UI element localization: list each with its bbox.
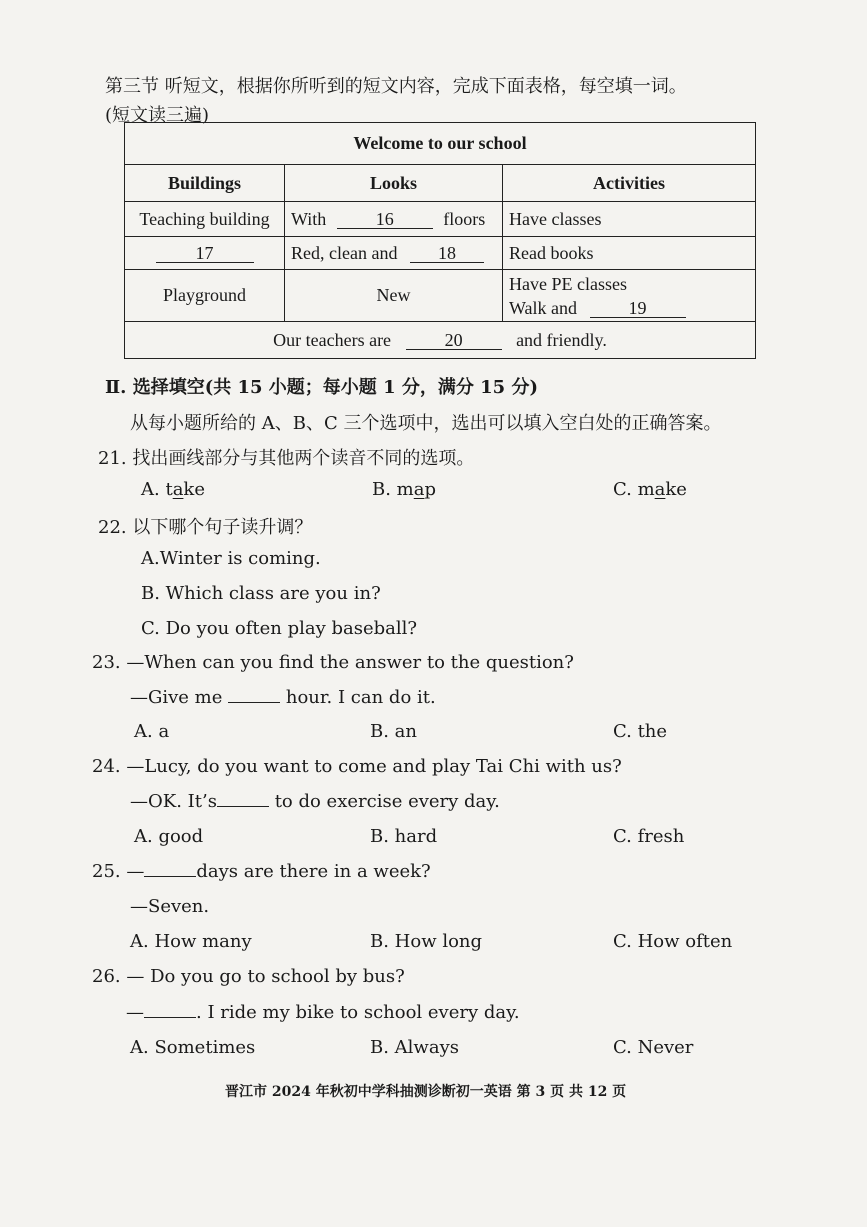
q24-blank[interactable] <box>217 806 269 807</box>
row1-looks-pre: With <box>291 208 327 229</box>
cell-new: New <box>285 270 503 322</box>
activity-pe: Have PE classes <box>509 273 627 294</box>
blank-17[interactable]: 17 <box>156 244 254 263</box>
q21-stem: 21. 找出画线部分与其他两个读音不同的选项。 <box>98 448 475 469</box>
q22-option-c[interactable]: C. Do you often play baseball? <box>141 618 418 639</box>
table-title: Welcome to our school <box>125 123 756 165</box>
teachers-post: and friendly. <box>516 329 607 350</box>
q22-stem: 22. 以下哪个句子读升调？ <box>98 517 313 538</box>
q25-blank[interactable] <box>144 876 196 877</box>
q25-option-b[interactable]: B. How long <box>370 931 483 952</box>
cell-playground: Playground <box>125 270 285 322</box>
q26-option-a[interactable]: A. Sometimes <box>130 1037 256 1058</box>
q25-option-a[interactable]: A. How many <box>130 931 252 952</box>
header-looks: Looks <box>285 165 503 202</box>
q23-stem: 23. —When can you find the answer to the question? <box>92 652 574 673</box>
q25-option-c[interactable]: C. How often <box>613 931 733 952</box>
q24-option-a[interactable]: A. good <box>134 826 204 847</box>
q24-line2: —OK. It’s to do exercise every day. <box>130 791 500 812</box>
q24-stem: 24. —Lucy, do you want to come and play Tai Chi with us? <box>92 756 622 777</box>
q23-option-a[interactable]: A. a <box>134 721 170 742</box>
cell-have-classes: Have classes <box>503 202 756 237</box>
header-activities: Activities <box>503 165 756 202</box>
cell-teaching-building: Teaching building <box>125 202 285 237</box>
q26-stem: 26. — Do you go to school by bus? <box>92 966 405 987</box>
q23-blank[interactable] <box>228 702 280 703</box>
section2-heading: Ⅱ. 选择填空(共 15 小题；每小题 1 分，满分 15 分) <box>105 377 538 398</box>
cell-row3-activities <box>503 270 756 322</box>
q21-option-a[interactable]: A. take <box>141 479 205 500</box>
q23-option-b[interactable]: B. an <box>370 721 417 742</box>
cell-row2-building <box>125 237 285 270</box>
blank-20[interactable]: 20 <box>406 331 502 350</box>
section3-heading: 第三节 听短文，根据你所听到的短文内容，完成下面表格，每空填一词。 <box>105 76 687 97</box>
row2-looks-pre: Red, clean and <box>291 242 398 263</box>
section2-instruction: 从每小题所给的 A、B、C 三个选项中，选出可以填入空白处的正确答案。 <box>130 413 722 434</box>
cell-row2-looks <box>285 237 503 270</box>
q21-a-underline: a <box>172 479 184 500</box>
q24-option-c[interactable]: C. fresh <box>613 826 685 847</box>
q21-option-b[interactable]: B. map <box>372 479 437 500</box>
q26-blank[interactable] <box>144 1017 196 1018</box>
q23-option-c[interactable]: C. the <box>613 721 668 742</box>
q26-option-b[interactable]: B. Always <box>370 1037 459 1058</box>
q21-c-underline: a <box>654 479 666 500</box>
row1-looks-post: floors <box>443 208 486 229</box>
listening-table <box>124 122 756 359</box>
q22-option-b[interactable]: B. Which class are you in? <box>141 583 381 604</box>
q26-option-c[interactable]: C. Never <box>613 1037 694 1058</box>
teachers-pre: Our teachers are <box>273 329 392 350</box>
q25-stem: 25. — days are there in a week? <box>92 861 431 882</box>
q25-line2: —Seven. <box>130 896 210 917</box>
blank-19[interactable]: 19 <box>590 299 686 318</box>
blank-16[interactable]: 16 <box>337 210 433 229</box>
q23-line2: —Give me hour. I can do it. <box>130 687 436 708</box>
q26-line2: — . I ride my bike to school every day. <box>126 1002 520 1023</box>
cell-row1-looks <box>285 202 503 237</box>
q22-option-a[interactable]: A.Winter is coming. <box>141 548 321 569</box>
blank-18[interactable]: 18 <box>410 244 484 263</box>
section3-note: (短文读三遍) <box>105 105 210 126</box>
cell-teachers-row <box>125 322 756 359</box>
walk-pre: Walk and <box>509 297 578 318</box>
cell-read-books: Read books <box>503 237 756 270</box>
activity-walk <box>509 296 749 320</box>
q21-option-c[interactable]: C. make <box>613 479 687 500</box>
header-buildings: Buildings <box>125 165 285 202</box>
page-footer: 晋江市 2024 年秋初中学科抽测诊断初一英语 第 3 页 共 12 页 <box>225 1084 627 1100</box>
q24-option-b[interactable]: B. hard <box>370 826 438 847</box>
q21-b-underline: a <box>413 479 425 500</box>
